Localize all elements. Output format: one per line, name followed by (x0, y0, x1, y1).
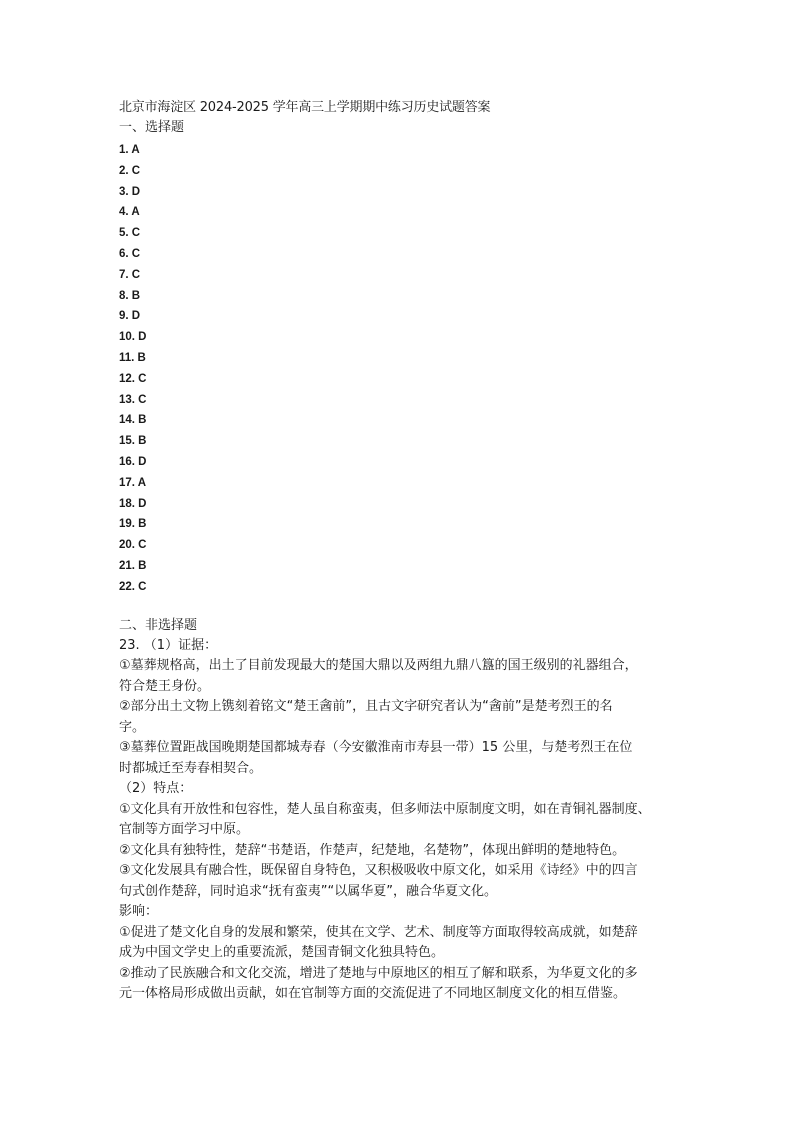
answer-line: ②文化具有独特性，楚辞“书楚语，作楚声，纪楚地，名楚物”，体现出鲜明的楚地特色。 (119, 842, 626, 858)
answer-item: 21. B (119, 559, 147, 572)
answer-line: ②部分出土文物上镌刻着铭文“楚王酓前”，且古文字研究者认为“酓前”是楚考烈王的名 (119, 699, 613, 715)
answer-item: 19. B (119, 518, 147, 531)
answer-item: 2. C (119, 164, 141, 177)
answer-line: （2）特点： (119, 781, 193, 797)
section-heading-nonchoice: 二、非选择题 (119, 617, 198, 633)
answer-item: 16. D (119, 455, 147, 468)
answer-item: 20. C (119, 539, 147, 552)
answer-item: 11. B (119, 351, 146, 364)
answer-item: 8. B (119, 289, 141, 302)
answer-item: 1. A (119, 144, 140, 156)
spacer (119, 598, 691, 616)
answer-item: 13. C (119, 393, 147, 406)
answer-item: 22. C (119, 580, 147, 593)
answer-line: 句式创作楚辞，同时追求“抚有蛮夷”“以属华夏”，融合华夏文化。 (119, 883, 497, 899)
answer-line: ②推动了民族融合和文化交流，增进了楚地与中原地区的相互了解和联系，为华夏文化的多 (119, 965, 638, 981)
answer-line: 成为中国文学史上的重要流派，楚国青铜文化独具特色。 (119, 945, 445, 961)
answer-item: 6. C (119, 247, 141, 260)
answer-item: 10. D (119, 331, 147, 344)
answer-line: 官制等方面学习中原。 (119, 822, 250, 838)
answer-item: 18. D (119, 497, 147, 510)
answer-item: 17. A (119, 476, 147, 489)
answer-item: 5. C (119, 227, 141, 240)
document-title: 北京市海淀区 2024-2025 学年高三上学期期中练习历史试题答案 (119, 100, 491, 115)
answer-line: ③文化发展具有融合性，既保留自身特色，又积极吸收中原文化，如采用《诗经》中的四言 (119, 863, 638, 879)
answer-line: ①文化具有开放性和包容性，楚人虽自称蛮夷，但多师法中原制度文明，如在青铜礼器制度、 (119, 801, 651, 817)
section-heading-choice: 一、选择题 (119, 120, 185, 135)
answer-line: ①墓葬规格高，出土了目前发现最大的楚国大鼎以及两组九鼎八簋的国王级别的礼器组合， (119, 658, 638, 674)
answer-line: 时都城迁至寿春相契合。 (119, 760, 263, 776)
answer-item: 14. B (119, 414, 147, 427)
answer-line: ③墓葬位置距战国晚期楚国都城寿春（今安徽淮南市寿县一带）15 公里，与楚考烈王在位 (119, 740, 633, 756)
answer-item: 15. B (119, 435, 147, 448)
answer-line: 影响： (119, 904, 159, 920)
answer-list (119, 140, 691, 598)
answer-line: ①促进了楚文化自身的发展和繁荣，使其在文学、艺术、制度等方面取得较高成就，如楚辞 (119, 924, 638, 940)
answer-line: 符合楚王身份。 (119, 678, 211, 694)
question-23 (119, 636, 691, 1005)
answer-item: 9. D (119, 310, 141, 323)
answer-line: 元一体格局形成做出贡献，如在官制等方面的交流促进了不同地区制度文化的相互借鉴。 (119, 986, 627, 1002)
answer-item: 7. C (119, 268, 141, 281)
answer-item: 4. A (119, 206, 140, 219)
answer-line: 字。 (119, 719, 146, 735)
answer-item: 3. D (119, 185, 141, 198)
question-23-heading: 23. （1）证据： (119, 637, 218, 653)
answer-item: 12. C (119, 372, 147, 385)
document-content (119, 98, 691, 1005)
